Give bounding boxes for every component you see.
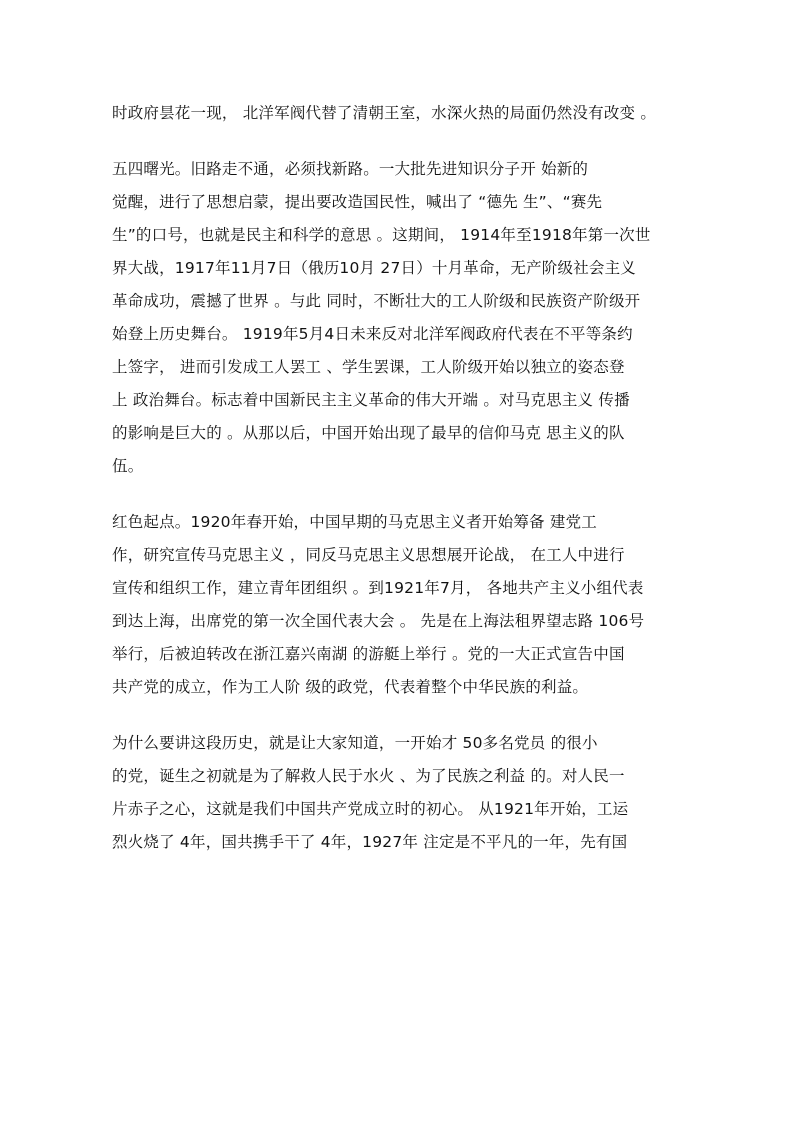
text-line: 上签字， 进而引发成工人罢工 、学生罢课，工人阶级开始以独立的姿态登: [112, 358, 625, 376]
text-line: 片赤子之心，这就是我们中国共产党成立时的初心。 从1921年开始，工运: [112, 800, 629, 818]
text-line: 生”的口号，也就是民主和科学的意思 。这期间， 1914年至1918年第一次世: [112, 226, 651, 244]
text-line: 的党，诞生之初就是为了解救人民于水火 、为了民族之利益 的。对人民一: [112, 767, 625, 785]
text-line: 时政府昙花一现， 北洋军阀代替了清朝王室，水深火热的局面仍然没有改变 。: [112, 104, 657, 122]
text-line: 界大战，1917年11月7日（俄历10月 27日）十月革命，无产阶级社会主义: [112, 259, 637, 277]
text-line: 革命成功，震撼了世界 。与此 同时，不断壮大的工人阶级和民族资产阶级开: [112, 292, 641, 310]
text-line: 上 政治舞台。标志着中国新民主主义革命的伟大开端 。对马克思主义 传播: [112, 391, 630, 409]
text-line: 的影响是巨大的 。从那以后，中国开始出现了最早的信仰马克 思主义的队: [112, 424, 625, 442]
text-line: 共产党的成立，作为工人阶 级的政党，代表着整个中华民族的利益。: [112, 678, 589, 696]
text-line: 烈火烧了 4年，国共携手干了 4年，1927年 注定是不平凡的一年，先有国: [112, 833, 628, 851]
text-line: 觉醒，进行了思想启蒙，提出要改造国民性，喊出了 “德先 生”、“赛先: [112, 193, 603, 211]
text-line: 红色起点。1920年春开始，中国早期的马克思主义者开始筹备 建党工: [112, 513, 597, 531]
text-line: 伍。: [112, 457, 144, 475]
text-line: 为什么要讲这段历史，就是让大家知道，一开始才 50多名党员 的很小: [112, 734, 598, 752]
text-line: 到达上海，出席党的第一次全国代表大会 。 先是在上海法租界望志路 106号: [112, 612, 645, 630]
text-line: 始登上历史舞台。 1919年5月4日未来反对北洋军阀政府代表在不平等条约: [112, 325, 633, 343]
text-line: 五四曙光。旧路走不通，必须找新路。一大批先进知识分子开 始新的: [112, 160, 589, 178]
text-line: 宣传和组织工作，建立青年团组织 。到1921年7月， 各地共产主义小组代表: [112, 579, 644, 597]
text-line: 作，研究宣传马克思主义 ，同反马克思主义思想展开论战， 在工人中进行: [112, 546, 625, 564]
text-line: 举行，后被迫转改在浙江嘉兴南湖 的游艇上举行 。党的一大正式宣告中国: [112, 645, 625, 663]
